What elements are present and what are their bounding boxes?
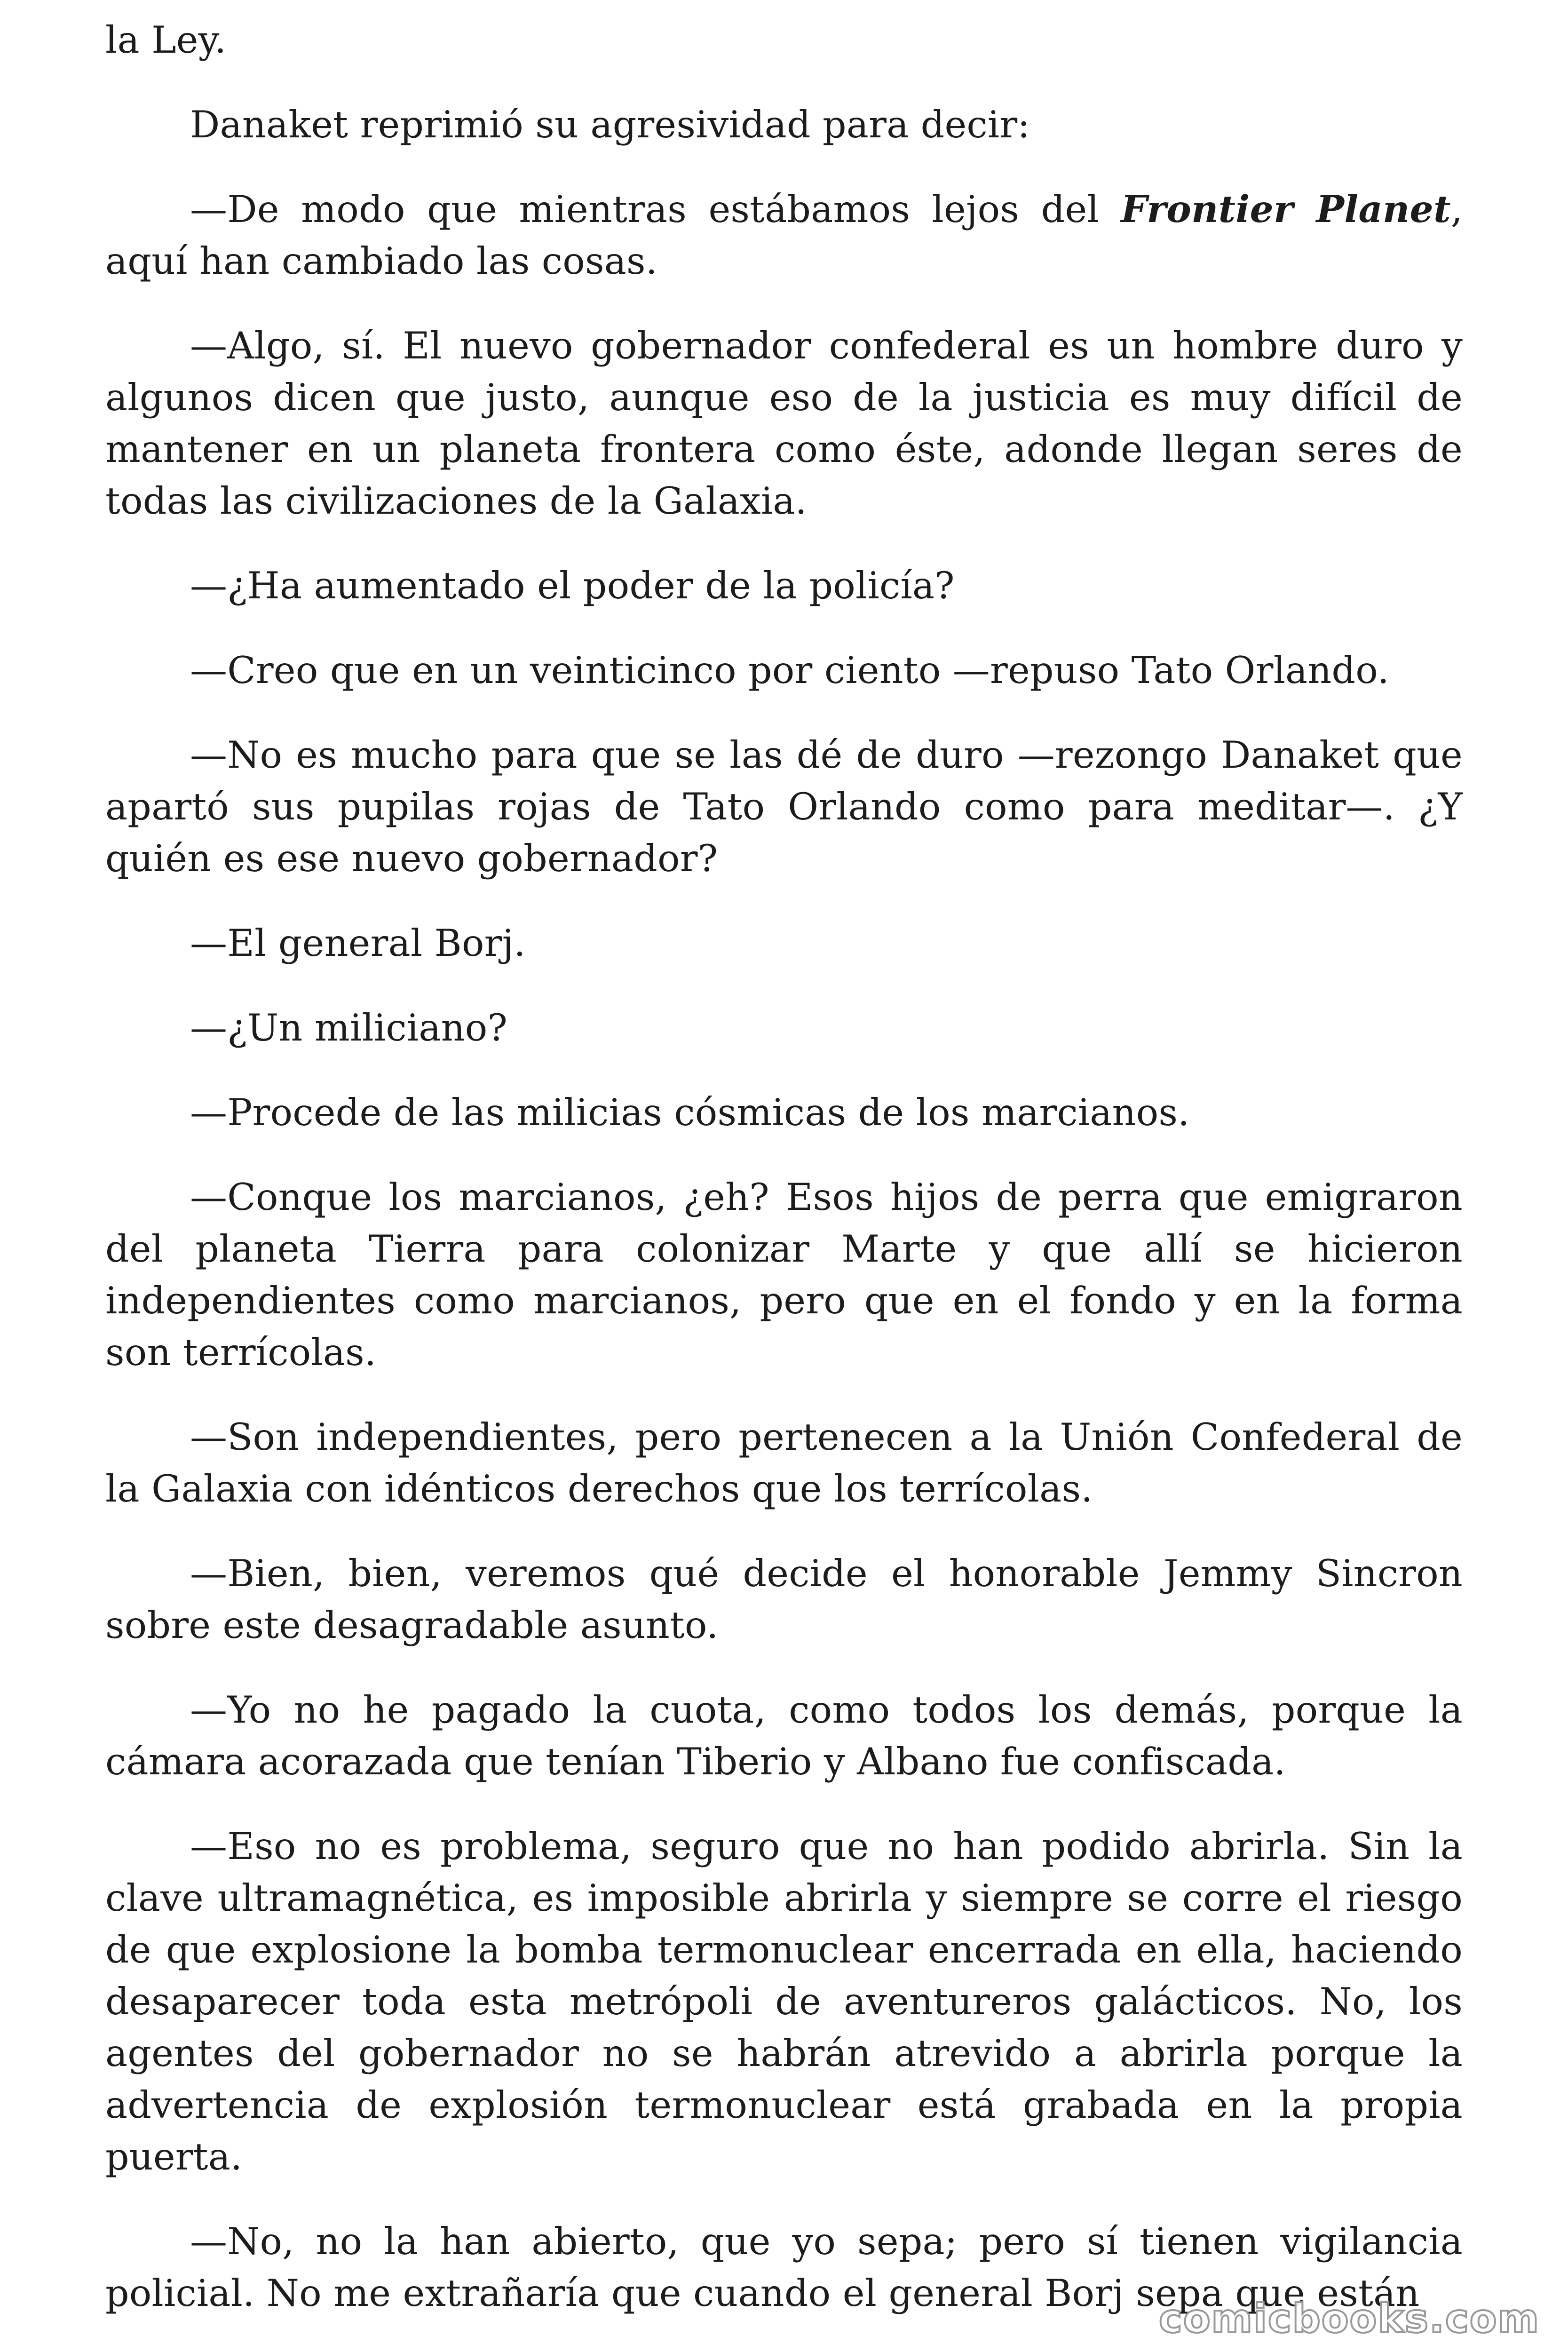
- paragraph: —Conque los marcianos, ¿eh? Esos hijos de perra que emigraron del planeta Tierra para colonizar Marte y que allí se hicieron independientes como marcianos, pero que en el fondo y en la forma son terrícolas.: [105, 1176, 1463, 1374]
- paragraph: —¿Ha aumentado el poder de la policía?: [190, 564, 955, 607]
- paragraph: —Eso no es problema, seguro que no han podido abrirla. Sin la clave ultramagnética, es imposible abrirla y siempre se corre el riesgo de que explosione la bomba termonuclear encerrada en ella, haciendo desaparecer toda esta metrópoli de aventureros galácticos. No, los agentes del gobernador no se habrán atrevido a abrirla porque la advertencia de explosión termonuclear está grabada en la propia puerta.: [105, 1825, 1463, 2178]
- paragraph: —Bien, bien, veremos qué decide el honorable Jemmy Sincron sobre este desagradable asunto.: [105, 1552, 1463, 1647]
- paragraph: —Procede de las milicias cósmicas de los marcianos.: [190, 1091, 1190, 1134]
- paragraph: —No, no la han abierto, que yo sepa; pero sí tienen vigilancia policial. No me extrañaría que cuando el general Borj sepa que están: [105, 2220, 1463, 2315]
- watermark: comicbooks.com: [1159, 2296, 1540, 2342]
- paragraph: —El general Borj.: [190, 922, 526, 965]
- ship-name-emphasis: Frontier Planet: [1121, 187, 1451, 231]
- paragraph-text: —De modo que mientras estábamos lejos del: [190, 188, 1121, 231]
- paragraph: —Algo, sí. El nuevo gobernador confederal es un hombre duro y algunos dicen que justo, aunque eso de la justicia es muy difícil de mantener en un planeta frontera como éste, adonde llegan seres de todas las civilizaciones de la Galaxia.: [105, 324, 1463, 523]
- paragraph-text: , aquí han cambiado las cosas.: [105, 188, 1463, 283]
- book-page-text: [105, 14, 1463, 2352]
- paragraph: la Ley.: [105, 18, 227, 62]
- paragraph: [105, 183, 1463, 287]
- paragraph: —¿Un miliciano?: [190, 1006, 508, 1049]
- paragraph: —Son independientes, pero pertenecen a la Unión Confederal de la Galaxia con idénticos derechos que los terrícolas.: [105, 1415, 1463, 1510]
- paragraph: Danaket reprimió su agresividad para decir:: [190, 103, 1030, 146]
- paragraph: —No es mucho para que se las dé de duro —rezongo Danaket que apartó sus pupilas rojas de Tato Orlando como para meditar—. ¿Y quién es ese nuevo gobernador?: [105, 733, 1463, 880]
- paragraph: —Creo que en un veinticinco por ciento —repuso Tato Orlando.: [190, 649, 1389, 692]
- paragraph: —Yo no he pagado la cuota, como todos los demás, porque la cámara acorazada que tenían Tiberio y Albano fue confiscada.: [105, 1688, 1463, 1783]
